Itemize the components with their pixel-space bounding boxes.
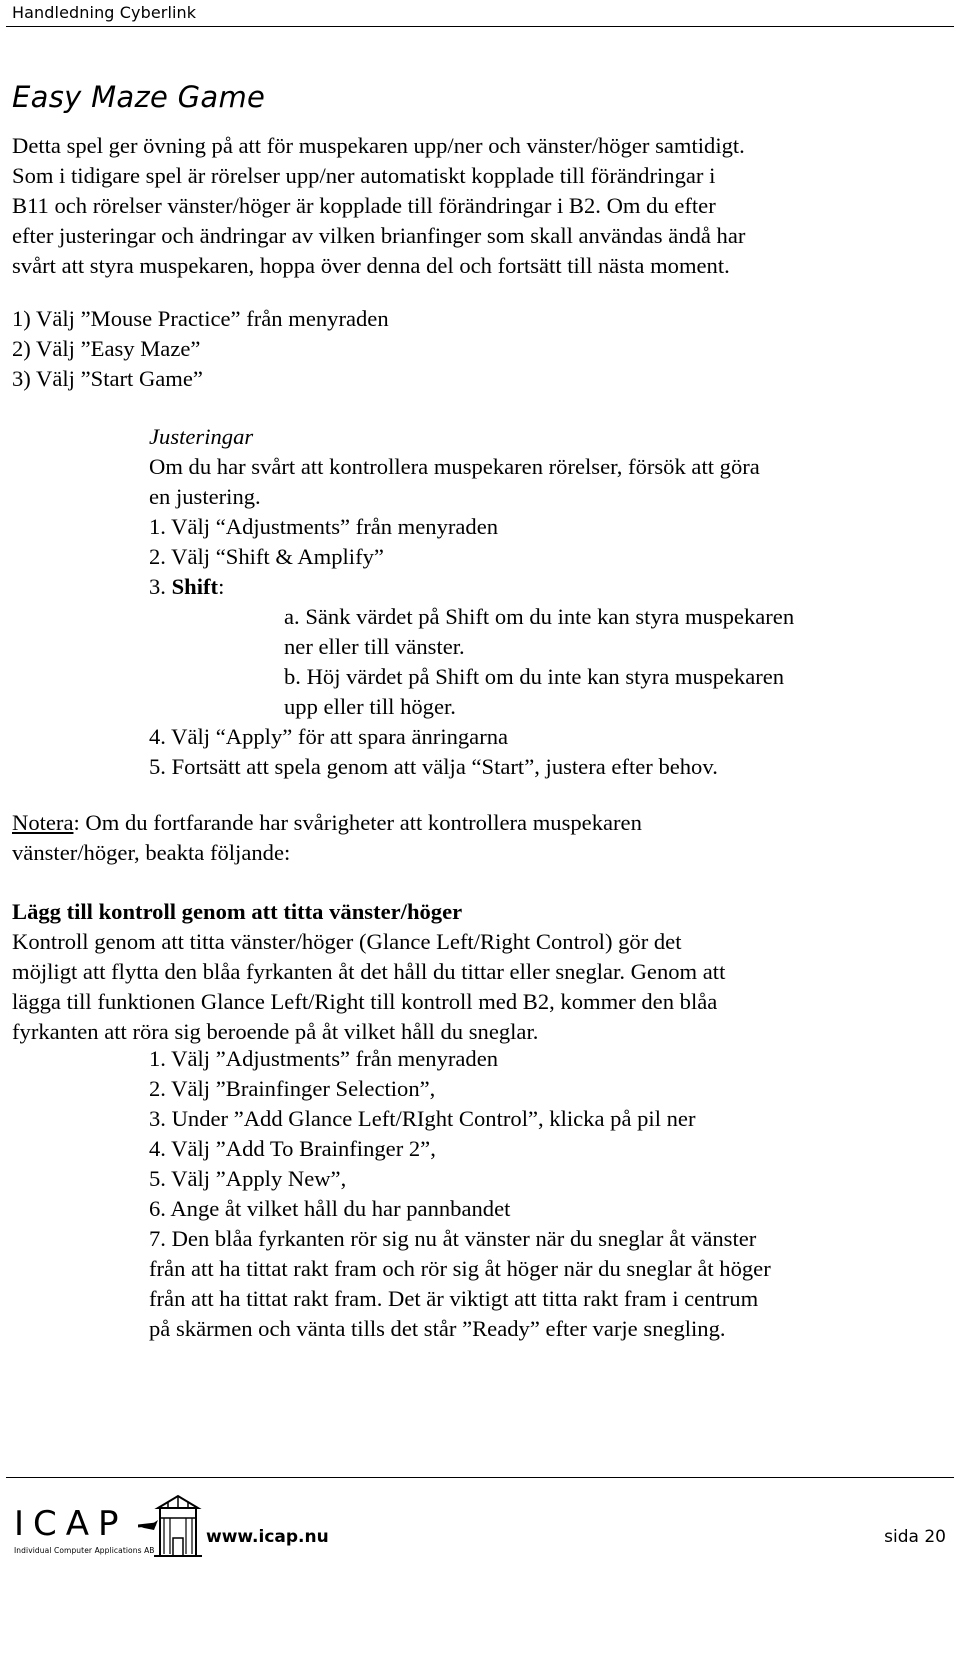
glance-heading: Lägg till kontroll genom att titta vänster/höger	[12, 899, 463, 924]
section-title: Easy Maze Game	[12, 80, 266, 114]
intro-paragraph	[12, 131, 952, 281]
list-item: 4. Välj “Apply” för att spara änringarna	[149, 724, 509, 749]
list-item: 2) Välj ”Easy Maze”	[12, 336, 201, 361]
running-header: Handledning Cyberlink	[12, 3, 197, 22]
list-item: 6. Ange åt vilket håll du har pannbandet	[149, 1196, 511, 1221]
list-item: 3. Under ”Add Glance Left/RIght Control”, klicka på pil ner	[149, 1106, 696, 1131]
logo-subtitle: Individual Computer Applications AB	[14, 1546, 155, 1555]
list-item: 7. Den blåa fyrkanten rör sig nu åt vänster när du sneglar åt vänster	[149, 1226, 757, 1251]
glance-line: lägga till funktionen Glance Left/Right till kontroll med B2, kommer den blåa	[12, 989, 718, 1014]
sub-item: b. Höj värdet på Shift om du inte kan styra muspekaren	[284, 664, 785, 689]
logo-text: ICAP	[14, 1504, 128, 1544]
header-rule	[6, 26, 954, 27]
list-item: 3) Välj ”Start Game”	[12, 366, 203, 391]
glance-section	[12, 897, 952, 1047]
list-item: 2. Välj ”Brainfinger Selection”,	[149, 1076, 436, 1101]
note-line: Notera: Om du fortfarande har svårigheter att kontrollera muspekaren	[12, 810, 642, 835]
adjustments-section	[149, 422, 794, 782]
intro-line: efter justeringar och ändringar av vilken brianfinger som skall användas ändå har	[12, 223, 746, 248]
list-item: 5. Välj ”Apply New”,	[149, 1166, 347, 1191]
adjustments-intro-line: en justering.	[149, 484, 261, 509]
footer-rule	[6, 1477, 954, 1478]
intro-line: svårt att styra muspekaren, hoppa över denna del och fortsätt till nästa moment.	[12, 253, 730, 278]
list-item: 2. Välj “Shift & Amplify”	[149, 544, 384, 569]
glance-line: möjligt att flytta den blåa fyrkanten åt det håll du tittar eller sneglar. Genom att	[12, 959, 726, 984]
list-item: 1. Välj “Adjustments” från menyraden	[149, 514, 499, 539]
adjustments-intro-line: Om du har svårt att kontrollera muspekaren rörelser, försök att göra	[149, 454, 760, 479]
tower-icon	[138, 1494, 208, 1558]
list-item: från att ha tittat rakt fram. Det är viktigt att titta rakt fram i centrum	[149, 1286, 759, 1311]
adjustments-heading: Justeringar	[149, 424, 254, 449]
note-label: Notera	[12, 810, 74, 835]
list-item: 4. Välj ”Add To Brainfinger 2”,	[149, 1136, 436, 1161]
list-item: 3. Shift:	[149, 574, 225, 599]
list-item: 5. Fortsätt att spela genom att välja “Start”, justera efter behov.	[149, 754, 718, 779]
note-line: vänster/höger, beakta följande:	[12, 840, 291, 865]
glance-steps-list	[149, 1044, 949, 1344]
page-number: sida 20	[884, 1527, 946, 1547]
sub-item: ner eller till vänster.	[284, 634, 465, 659]
intro-line: Som i tidigare spel är rörelser upp/ner automatiskt kopplade till förändringar i	[12, 163, 716, 188]
glance-line: Kontroll genom att titta vänster/höger (Glance Left/Right Control) gör det	[12, 929, 682, 954]
sub-item: a. Sänk värdet på Shift om du inte kan styra muspekaren	[284, 604, 795, 629]
intro-line: Detta spel ger övning på att för muspekaren upp/ner och vänster/höger samtidigt.	[12, 133, 745, 158]
website-url: www.icap.nu	[206, 1527, 329, 1547]
list-item: på skärmen och vänta tills det står ”Ready” efter varje snegling.	[149, 1316, 726, 1341]
game-steps-list	[12, 304, 389, 394]
list-item: 1. Välj ”Adjustments” från menyraden	[149, 1046, 499, 1071]
glance-line: fyrkanten att röra sig beroende på åt vilket håll du sneglar.	[12, 1019, 539, 1044]
sub-item: upp eller till höger.	[284, 694, 456, 719]
list-item: från att ha tittat rakt fram och rör sig åt höger när du sneglar åt höger	[149, 1256, 771, 1281]
note-paragraph	[12, 808, 952, 868]
list-item: 1) Välj ”Mouse Practice” från menyraden	[12, 306, 389, 331]
intro-line: B11 och rörelser vänster/höger är kopplade till förändringar i B2. Om du efter	[12, 193, 716, 218]
